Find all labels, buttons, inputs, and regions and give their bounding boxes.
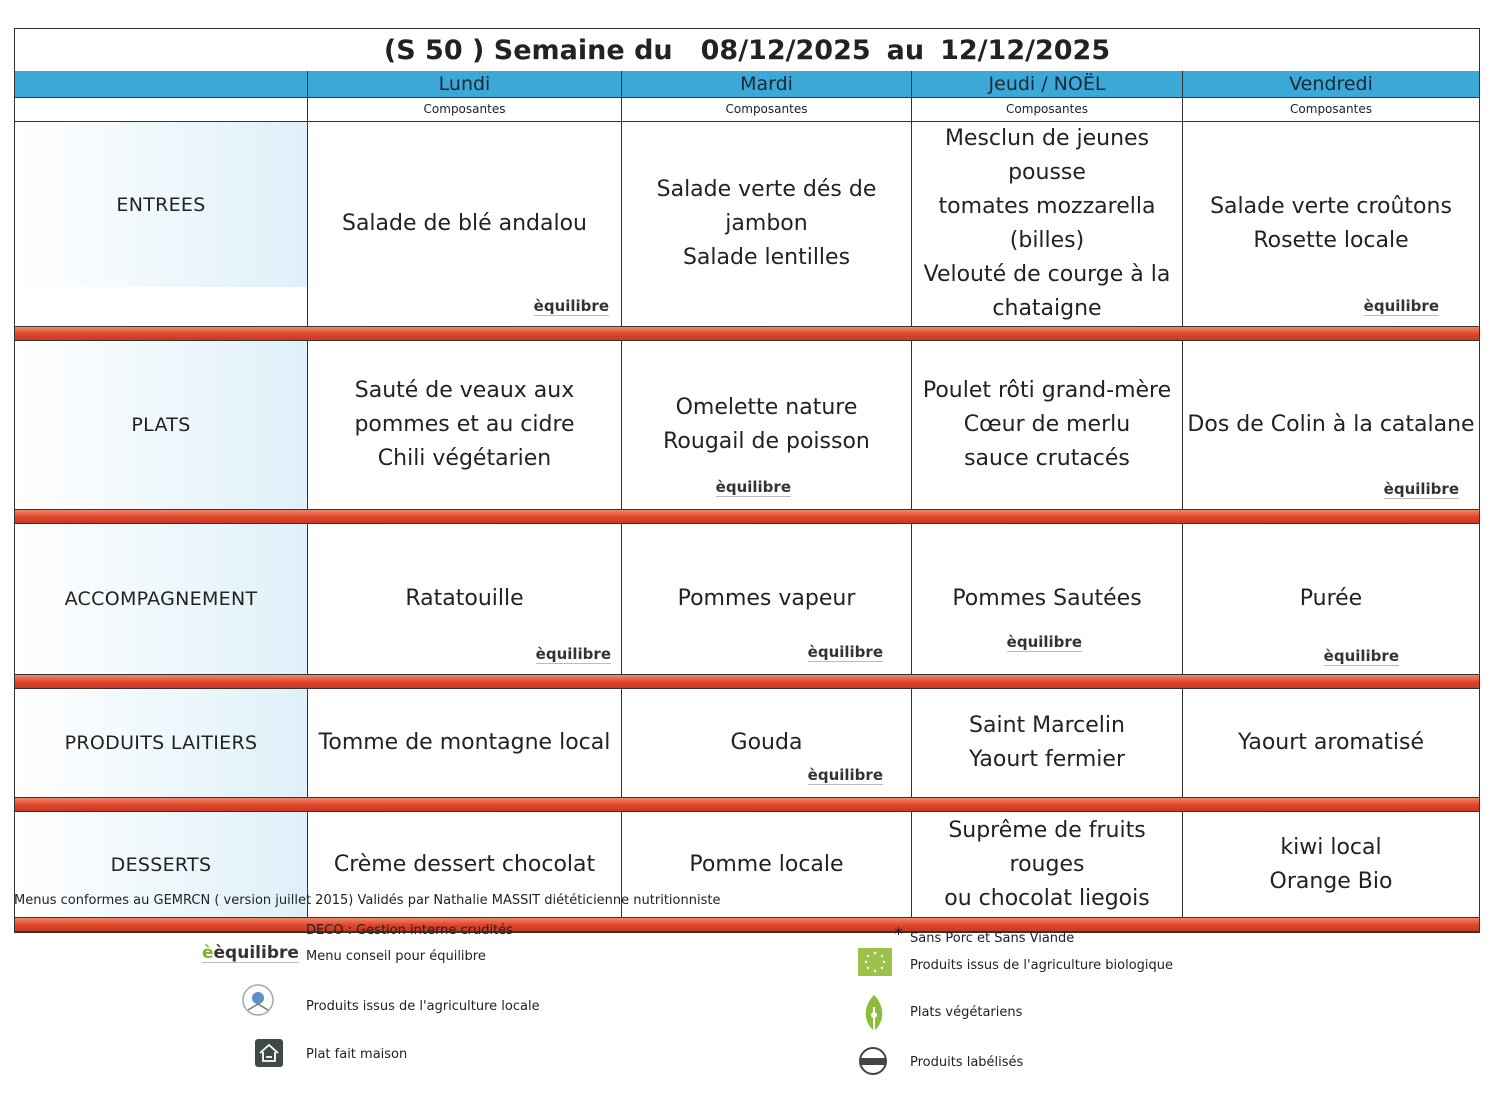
dish-line: Saint Marcelin [969,713,1125,738]
menu-cell [307,689,621,797]
subheader-blank [15,97,307,122]
legend-labelled: Produits labélisés [910,1055,1024,1070]
equilibre-logo-icon: èèquilibre [202,943,299,963]
legend-equilibre: Menu conseil pour équilibre [306,949,486,964]
menu-cell [307,341,621,509]
dish-line: Pomme locale [689,851,844,877]
date-connector: au [886,34,925,66]
menu-cell [911,524,1182,674]
date-from: 08/12/2025 [700,34,871,66]
dish-line: chataigne [992,296,1102,321]
equilibre-badge-icon [1324,648,1399,666]
equilibre-badge-text: èquilibre [715,478,791,496]
menu-cell [1182,341,1479,509]
equilibre-badge-text: èquilibre [535,645,611,663]
menu-cell [621,122,911,326]
subheader-label: Composantes [621,97,911,122]
dish-line: Ratatouille [405,586,524,611]
legend-organic: Produits issus de l'agriculture biologique [910,958,1174,973]
menu-grid [15,71,1479,932]
dish-line: Tomme de montagne local [318,730,611,755]
menu-cell [1182,812,1479,917]
date-to: 12/12/2025 [940,34,1111,66]
menu-cell [1182,122,1479,326]
day-header: Jeudi / NOËL [911,71,1182,97]
menu-cell [911,689,1182,797]
dish-line: Rosette locale [1253,228,1409,253]
dish-line: Salade verte dés de [656,177,877,202]
dish-line: sauce crutacés [964,446,1130,471]
dish-line: Salade lentilles [682,245,851,270]
dish-line: Poulet rôti grand-mère [922,378,1172,403]
dish-line: (billes) [1009,228,1085,253]
menu-cell [621,524,911,674]
organic-eu-leaf-icon [858,948,892,976]
row-separator [15,917,1479,932]
equilibre-badge-icon [534,298,609,316]
equilibre-badge-icon [716,479,791,497]
menu-cell [1182,689,1479,797]
dish-line: jambon [725,211,808,236]
dish-line: pommes et au cidre [354,412,575,437]
menu-cell [911,341,1182,509]
category-label: ENTREES [15,122,307,287]
equilibre-badge-text: èquilibre [533,297,609,315]
dish-line: Pommes vapeur [677,586,856,611]
equilibre-badge-icon [1364,298,1439,316]
dish-line: Chili végétarien [377,446,552,471]
category-label: ACCOMPAGNEMENT [15,524,307,674]
vegetarian-leaf-icon [860,993,888,1035]
deco-note: DECO : Gestion interne crudités [306,923,513,938]
equilibre-logo-text: èquilibre [213,943,299,963]
row-separator [15,509,1479,524]
star-icon: * [894,924,903,945]
dish-line: Crème dessert chocolat [333,851,596,877]
equilibre-badge-text: èquilibre [1383,480,1459,498]
dish-line: Yaourt aromatisé [1237,730,1425,755]
equilibre-badge-text: èquilibre [807,766,883,784]
equilibre-badge-text: èquilibre [1006,633,1082,651]
dish-line: Salade verte croûtons [1210,194,1452,219]
dish-line: ou chocolat liegois [944,885,1150,911]
local-agriculture-icon [238,982,278,1018]
equilibre-badge-icon [808,767,883,785]
dish-line: Dos de Colin à la catalane [1187,412,1475,437]
dish-line: Yaourt fermier [968,747,1126,772]
header-blank [15,71,307,97]
day-header: Lundi [307,71,621,97]
legend-homemade: Plat fait maison [306,1047,408,1062]
equilibre-badge-text: èquilibre [807,643,883,661]
menu-cell [307,122,621,326]
page-title [15,29,1479,71]
subheader-label: Composantes [1182,97,1479,122]
compliance-note: Menus conformes au GEMRCN ( version juillet 2015) Validés par Nathalie MASSIT diététicienne nutritionniste [14,893,721,908]
legend-no-pork: Sans Porc et Sans Viande [910,931,1075,946]
dish-line: Rougail de poisson [663,429,870,454]
dish-line: Velouté de courge à la [923,262,1171,287]
dish-line: Suprême de fruits [948,817,1146,843]
category-label: PLATS [15,341,307,509]
menu-cell [1182,524,1479,674]
equilibre-badge-icon [1384,481,1459,499]
equilibre-badge-icon [1007,634,1082,652]
dish-line: Mesclun de jeunes pousse [944,126,1150,185]
menu-cell [911,812,1182,917]
dish-line: rouges [1009,851,1085,877]
dish-line: Salade de blé andalou [341,211,588,236]
day-header: Mardi [621,71,911,97]
category-label: DESSERTS [15,812,307,917]
menu-cell [621,689,911,797]
day-header: Vendredi [1182,71,1479,97]
dish-line: Purée [1299,586,1363,611]
dish-line: Cœur de merlu [963,412,1131,437]
subheader-label: Composantes [307,97,621,122]
dish-line: Sauté de veaux aux [354,378,575,403]
week-label: (S 50 ) Semaine du [383,34,673,66]
dish-line: tomates mozzarella [938,194,1156,219]
subheader-label: Composantes [911,97,1182,122]
dish-line: Orange Bio [1269,868,1393,894]
menu-cell [307,524,621,674]
homemade-house-icon [254,1038,284,1068]
dish-line: Gouda [730,730,803,755]
label-qualite-icon [856,1046,890,1076]
legend-local: Produits issus de l'agriculture locale [306,999,540,1014]
menu-table [14,28,1480,933]
dish-line: Omelette nature [675,395,858,420]
dish-line: kiwi local [1280,834,1382,860]
dish-line: Pommes Sautées [952,586,1142,611]
menu-cell [911,122,1182,326]
row-separator [15,326,1479,341]
row-separator [15,797,1479,812]
equilibre-badge-icon [536,646,611,664]
row-separator [15,674,1479,689]
category-label: PRODUITS LAITIERS [15,689,307,797]
legend-vegetarian: Plats végétariens [910,1005,1023,1020]
equilibre-badge-text: èquilibre [1323,647,1399,665]
equilibre-badge-text: èquilibre [1363,297,1439,315]
equilibre-badge-icon [808,644,883,662]
menu-cell [621,341,911,509]
